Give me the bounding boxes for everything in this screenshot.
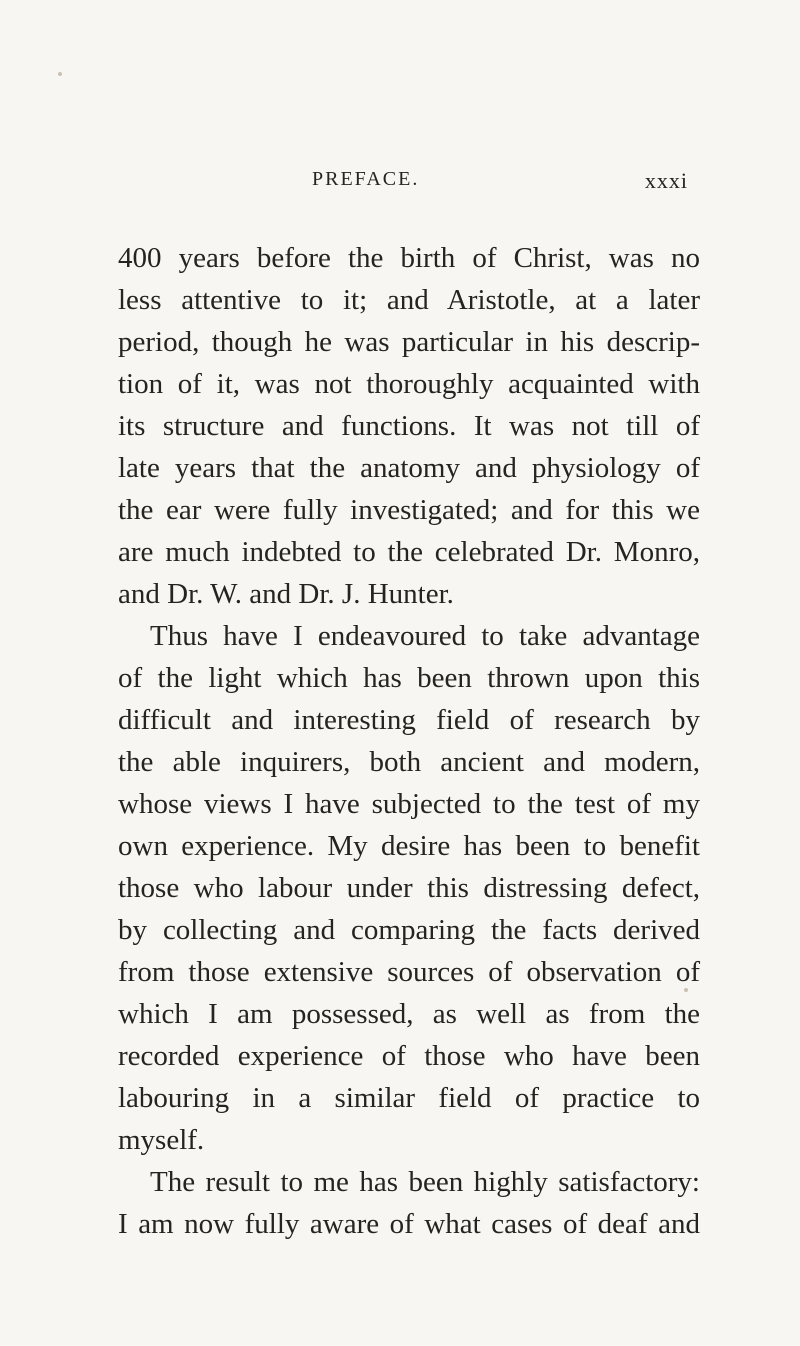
text-line: from those extensive sources of observation of	[118, 956, 700, 988]
text-line: those who labour under this distressing defect,	[118, 872, 700, 904]
running-header	[0, 168, 800, 198]
text-line: labouring in a similar field of practice to	[118, 1082, 700, 1114]
text-line: its structure and functions. It was not till of	[118, 410, 700, 442]
text-line: by collecting and comparing the facts derived	[118, 914, 700, 946]
text-line: which I am possessed, as well as from the	[118, 998, 700, 1030]
text-line: recorded experience of those who have been	[118, 1040, 700, 1072]
text-line: whose views I have subjected to the test of my	[118, 788, 700, 820]
text-line: own experience. My desire has been to benefit	[118, 830, 700, 862]
paragraph-first-line: The result to me has been highly satisfactory:	[150, 1166, 700, 1198]
text-line: the able inquirers, both ancient and modern,	[118, 746, 700, 778]
text-line: less attentive to it; and Aristotle, at a later	[118, 284, 700, 316]
running-title: PREFACE.	[312, 168, 420, 190]
text-line: period, though he was particular in his descrip-	[118, 326, 700, 358]
page-number: xxxi	[644, 168, 688, 193]
text-line: 400 years before the birth of Christ, was no	[118, 242, 700, 274]
text-line: tion of it, was not thoroughly acquainted with	[118, 368, 700, 400]
text-line: are much indebted to the celebrated Dr. Monro,	[118, 536, 700, 568]
text-line: and Dr. W. and Dr. J. Hunter.	[118, 578, 454, 610]
text-line: myself.	[118, 1124, 205, 1156]
text-line: the ear were fully investigated; and for this we	[118, 494, 700, 526]
paper-speck	[58, 72, 62, 76]
text-line: difficult and interesting field of research by	[118, 704, 700, 736]
text-line: I am now fully aware of what cases of deaf and	[118, 1208, 700, 1240]
paragraph-first-line: Thus have I endeavoured to take advantage	[150, 620, 700, 652]
text-line: late years that the anatomy and physiology of	[118, 452, 700, 484]
text-line: of the light which has been thrown upon this	[118, 662, 700, 694]
